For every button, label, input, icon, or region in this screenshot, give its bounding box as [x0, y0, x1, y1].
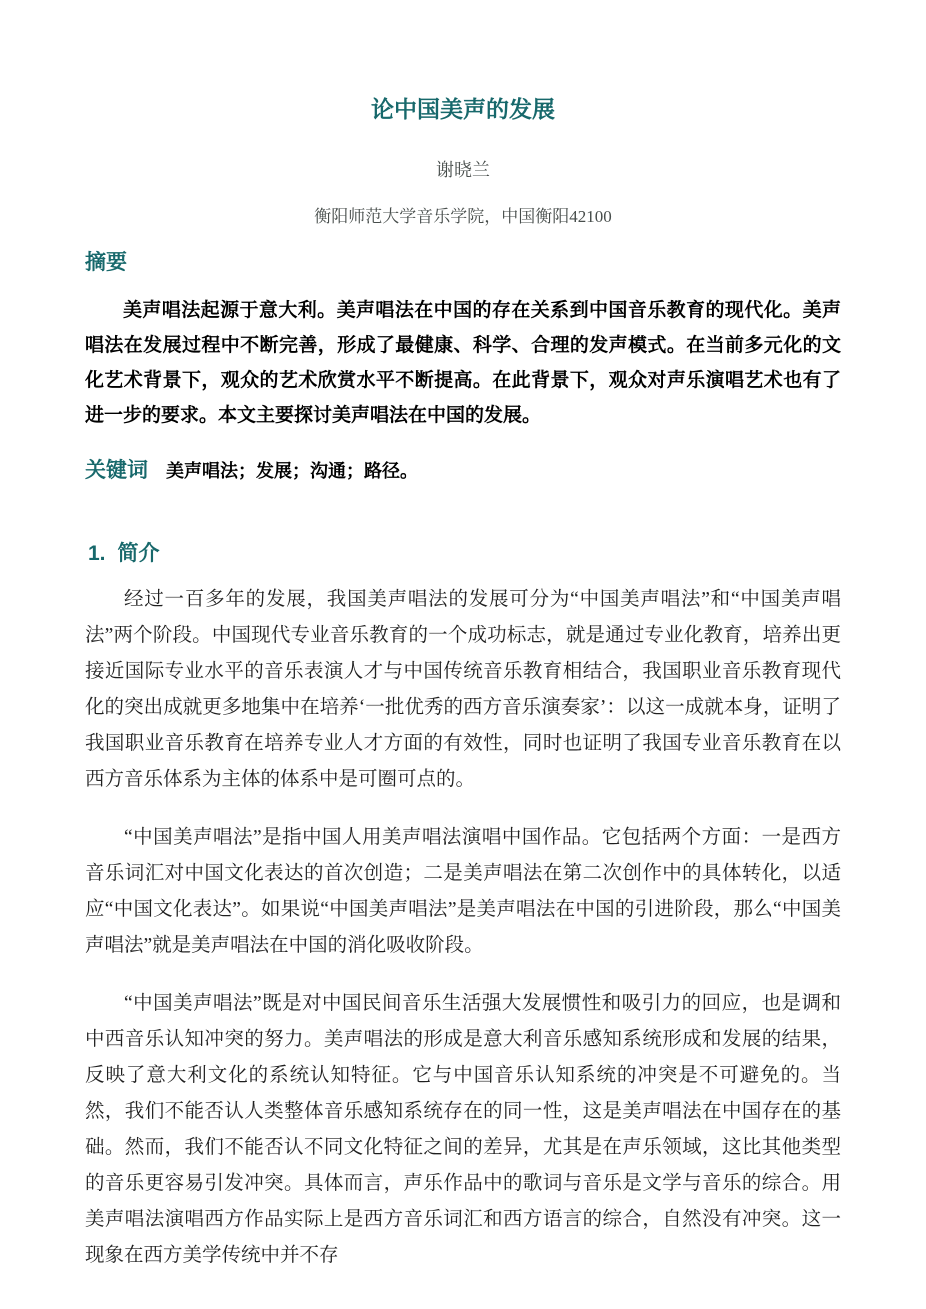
- paper-title: 论中国美声的发展: [371, 96, 555, 122]
- abstract-text: 美声唱法起源于意大利。美声唱法在中国的存在关系到中国音乐教育的现代化。美声唱法在发展过程中不断完善，形成了最健康、科学、合理的发声模式。在当前多元化的文化艺术背景下，观众的艺术欣赏水平不断提高。在此背景下，观众对声乐演唱艺术也有了进一步的要求。本文主要探讨美声唱法在中国的发展。: [85, 299, 841, 426]
- section-title: 简介: [117, 542, 160, 566]
- keywords-line: [85, 456, 841, 485]
- author-affiliation: 衡阳师范大学音乐学院，中国衡阳42100: [314, 206, 612, 226]
- keywords-text: 美声唱法；发展；沟通；路径。: [166, 460, 418, 481]
- intro-paragraph-2: “中国美声唱法”是指中国人用美声唱法演唱中国作品。它包括两个方面：一是西方音乐词汇对中国文化表达的首次创造；二是美声唱法在第二次创作中的具体转化，以适应“中国文化表达”。如果说“中国美声唱法”是美声唱法在中国的引进阶段，那么“中国美声唱法”就是美声唱法在中国的消化吸收阶段。: [85, 826, 841, 956]
- keywords-label: 关键词: [85, 458, 148, 482]
- intro-paragraph-1: 经过一百多年的发展，我国美声唱法的发展可分为“中国美声唱法”和“中国美声唱法”两个阶段。中国现代专业音乐教育的一个成功标志，就是通过专业化教育，培养出更接近国际专业水平的音乐表演人才与中国传统音乐教育相结合，我国职业音乐教育现代化的突出成就更多地集中在培养‘一批优秀的西方音乐演奏家’：以这一成就本身，证明了我国职业音乐教育在培养专业人才方面的有效性，同时也证明了我国专业音乐教育在以西方音乐体系为主体的体系中是可圈可点的。: [85, 588, 841, 790]
- abstract-heading: 摘要: [85, 250, 127, 274]
- intro-paragraph-3: “中国美声唱法”既是对中国民间音乐生活强大发展惯性和吸引力的回应，也是调和中西音乐认知冲突的努力。美声唱法的形成是意大利音乐感知系统形成和发展的结果，反映了意大利文化的系统认知特征。它与中国音乐认知系统的冲突是不可避免的。当然，我们不能否认人类整体音乐感知系统存在的同一性，这是美声唱法在中国存在的基础。然而，我们不能否认不同文化特征之间的差异，尤其是在声乐领域，这比其他类型的音乐更容易引发冲突。具体而言，声乐作品中的歌词与音乐是文学与音乐的综合。用美声唱法演唱西方作品实际上是西方音乐词汇和西方语言的综合，自然没有冲突。这一现象在西方美学传统中并不存: [85, 992, 841, 1266]
- section-heading-introduction: [88, 540, 841, 568]
- section-number: 1.: [88, 542, 106, 566]
- author-name: 谢晓兰: [436, 159, 490, 180]
